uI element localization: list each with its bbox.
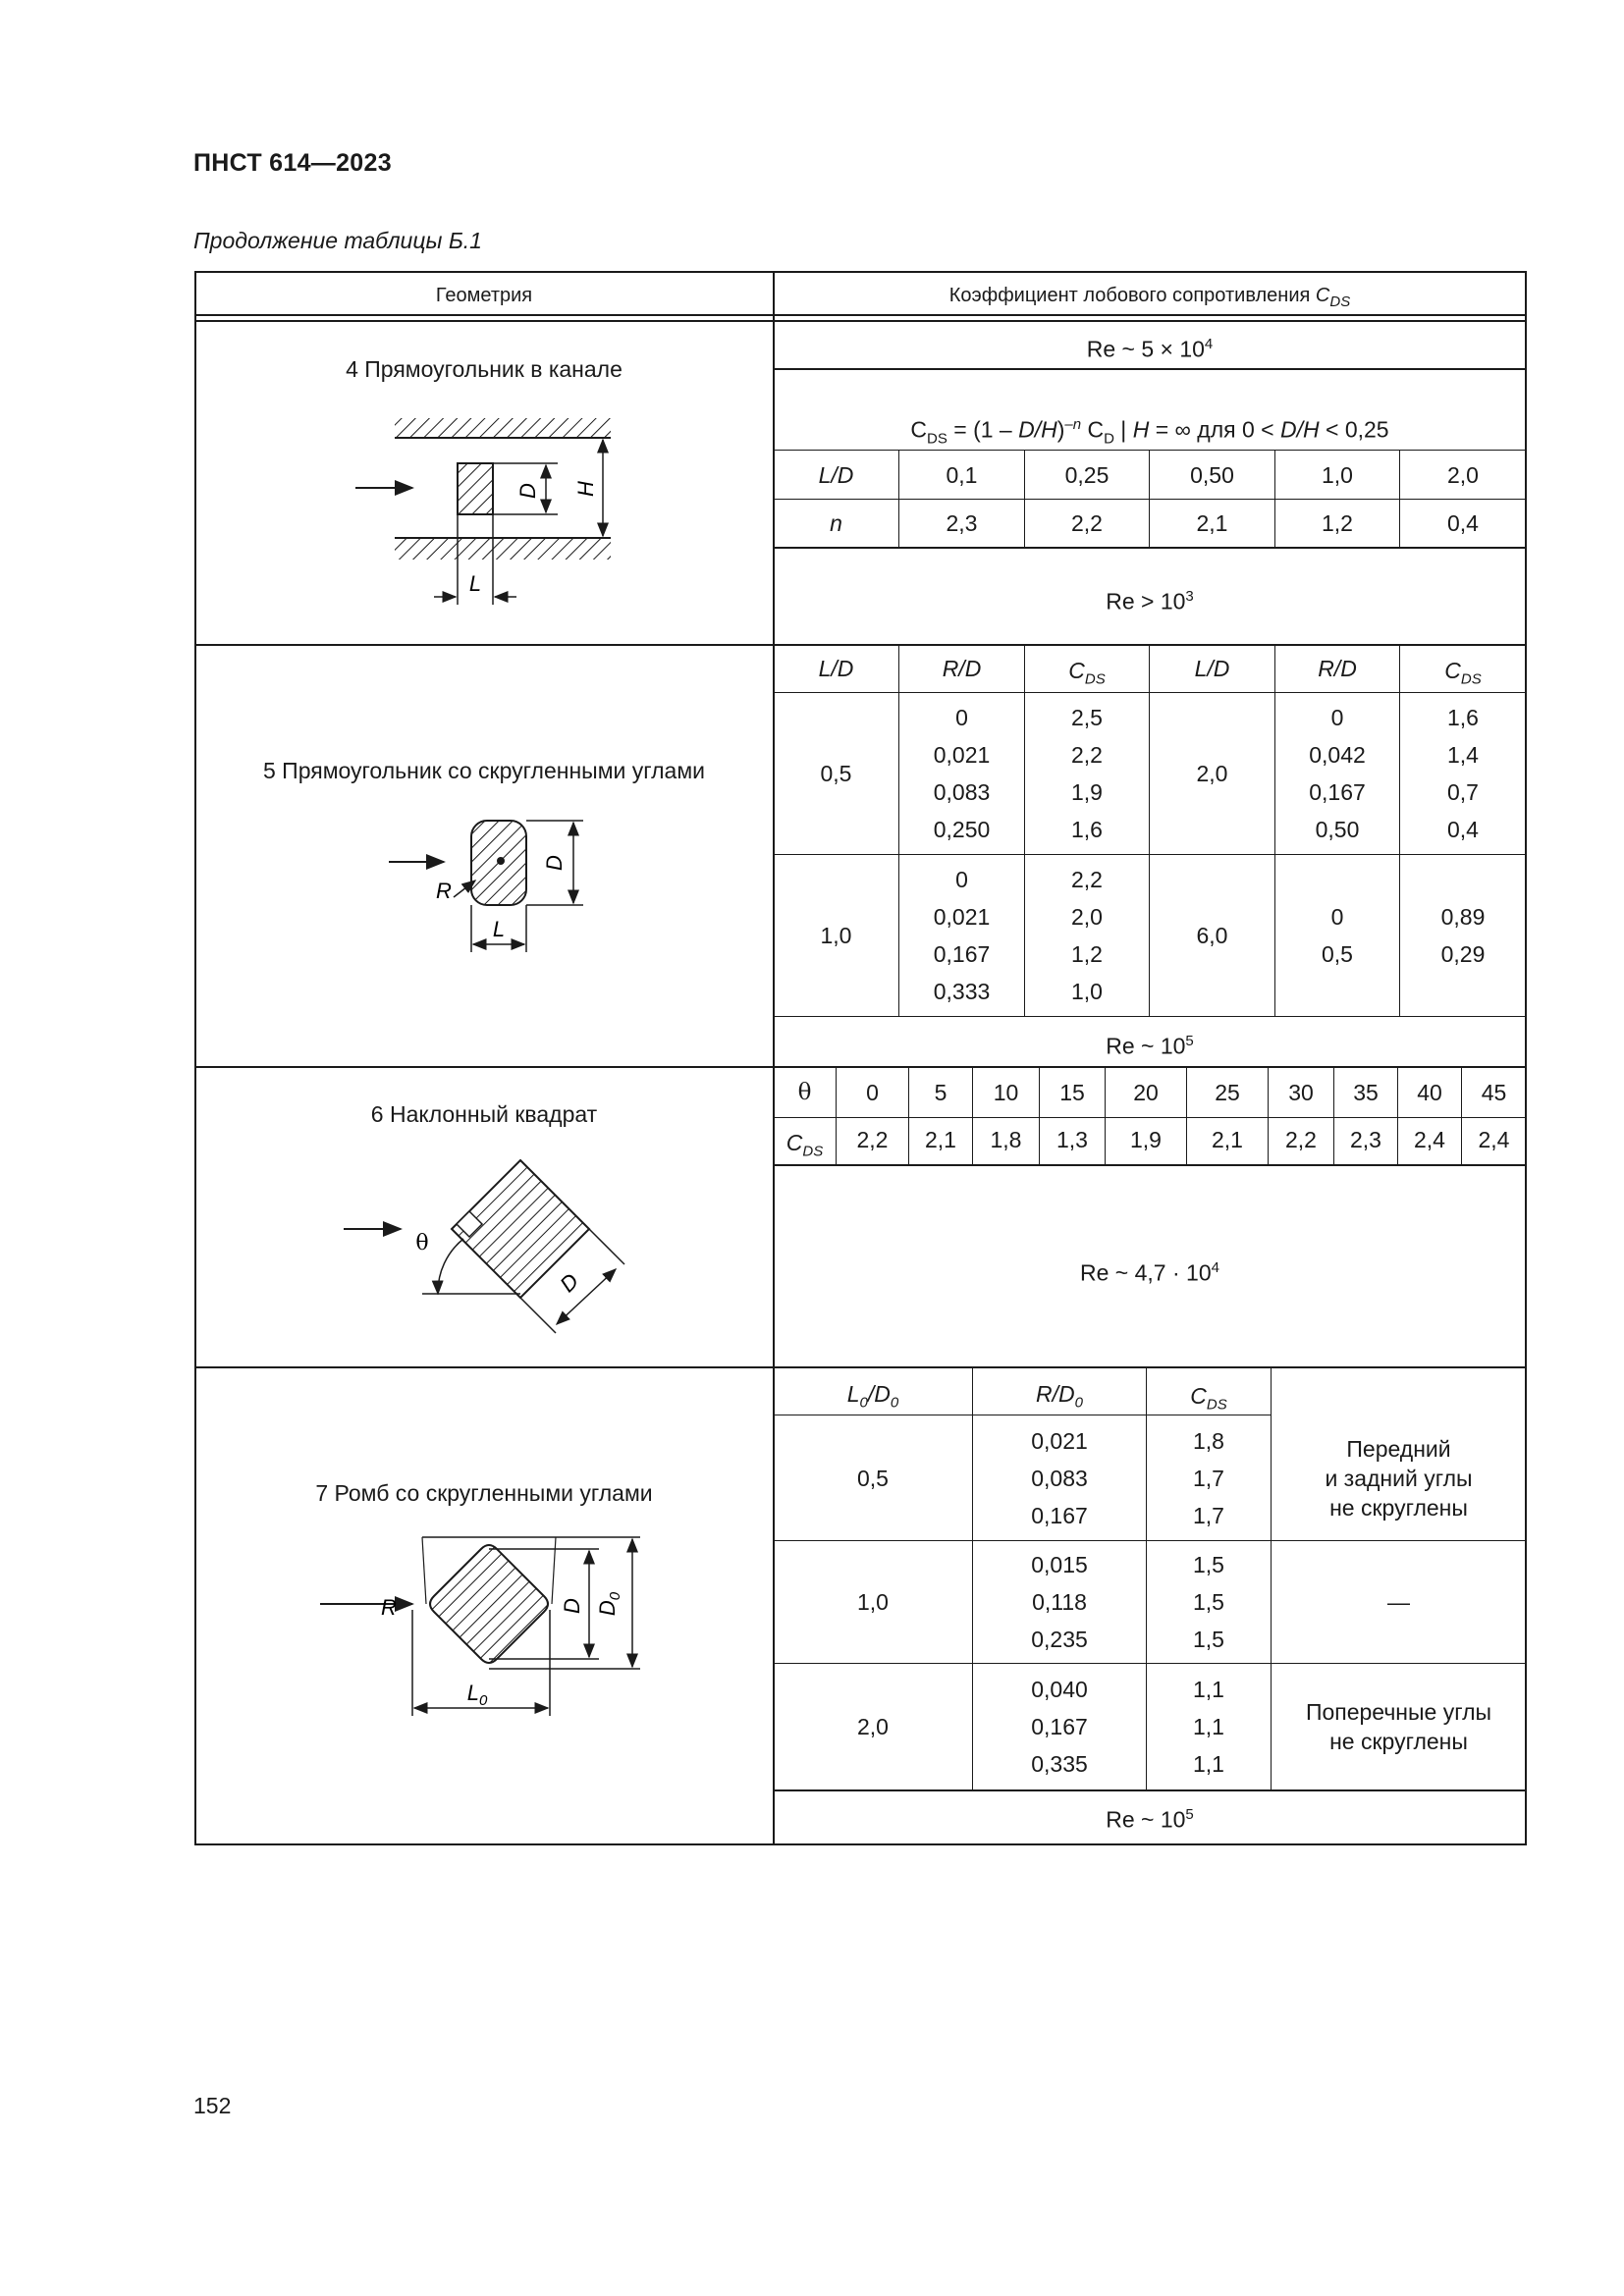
row6-cds-label: $C_{DS}$ bbox=[785, 1130, 824, 1160]
row4-ld-value: 0,25 bbox=[1064, 462, 1110, 488]
row4-n-value: 0,4 bbox=[1447, 510, 1479, 536]
row6-cds-value: 1,9 bbox=[1130, 1127, 1162, 1152]
row6-theta-label: θ bbox=[797, 1080, 812, 1105]
row5-block2-rd2: 0 0,5 bbox=[1322, 904, 1353, 967]
row5-fig-label-d: D bbox=[542, 855, 567, 871]
row5-header-cds: $C_{DS}$ bbox=[1068, 658, 1106, 688]
row5-block2-rd: 0 0,021 0,167 0,333 bbox=[933, 867, 991, 1004]
row6-title: 6 Наклонный квадрат bbox=[370, 1101, 598, 1127]
row7-header-ratio: $L_0/D_0$ bbox=[846, 1381, 899, 1412]
row6-cds-value: 1,3 bbox=[1056, 1127, 1088, 1152]
row5-header-rd: R/D bbox=[1318, 656, 1357, 681]
row6-cds-value: 2,2 bbox=[856, 1127, 889, 1152]
row4-n-label: n bbox=[830, 510, 842, 536]
row5-block1-cds: 2,5 2,2 1,9 1,6 bbox=[1071, 705, 1103, 842]
row6-theta-value: 40 bbox=[1417, 1080, 1442, 1105]
page-number: 152 bbox=[193, 2093, 232, 2118]
row4-formula: $C_{DS} = (1 - D/H)^{-n}$ $C_D$ | H = ∞ для 0 < D/H < 0,25 bbox=[910, 416, 1389, 448]
row7-fig-label-d0: $D_0$ bbox=[595, 1591, 623, 1617]
row6-cds-value: 2,3 bbox=[1350, 1127, 1381, 1152]
row5-block1-rd2: 0 0,042 0,167 0,50 bbox=[1309, 705, 1366, 842]
row6-cds-value: 1,8 bbox=[990, 1127, 1022, 1152]
row5-block1-rd: 0 0,021 0,083 0,250 bbox=[933, 705, 991, 842]
row4-ld-label: L/D bbox=[818, 462, 854, 488]
row7-block3-note: Поперечные углы не скруглены bbox=[1305, 1699, 1492, 1754]
row5-fig-label-l: L bbox=[492, 917, 506, 941]
row6-fig-label-theta: θ bbox=[415, 1231, 429, 1255]
row5-block1-ld: 0,5 bbox=[820, 761, 852, 786]
row4-ld-value: 0,1 bbox=[946, 462, 978, 488]
column-header-geometry: Геометрия bbox=[435, 285, 533, 306]
row6-theta-value: 20 bbox=[1133, 1080, 1159, 1105]
row7-block3-rd: 0,040 0,167 0,335 bbox=[1031, 1677, 1088, 1777]
row5-header-ld: L/D bbox=[1194, 656, 1230, 681]
row5-fig-label-r: R bbox=[436, 879, 452, 903]
row5-block1-ld2: 2,0 bbox=[1196, 761, 1228, 786]
row7-fig-label-d: D bbox=[560, 1598, 584, 1614]
row5-block2-ld2: 6,0 bbox=[1196, 923, 1228, 948]
row6-theta-value: 25 bbox=[1215, 1080, 1240, 1105]
row6-cds-value: 2,1 bbox=[925, 1127, 956, 1152]
row5-re: Re ~ $10^5$ bbox=[1106, 1033, 1194, 1059]
row6-theta-value: 5 bbox=[934, 1080, 947, 1105]
row4-n-value: 2,2 bbox=[1071, 510, 1103, 536]
document-header: ПНСТ 614—2023 bbox=[193, 149, 392, 177]
row7-fig-label-r: R bbox=[381, 1595, 397, 1620]
row7-header-cds: $C_{DS}$ bbox=[1190, 1383, 1227, 1414]
row7-block2-cds: 1,5 1,5 1,5 bbox=[1193, 1552, 1224, 1652]
row5-block2-cds: 2,2 2,0 1,2 1,0 bbox=[1071, 867, 1103, 1004]
row4-n-value: 2,1 bbox=[1196, 510, 1228, 536]
row6-cds-value: 2,2 bbox=[1285, 1127, 1317, 1152]
row6-theta-value: 15 bbox=[1059, 1080, 1085, 1105]
row4-ld-value: 1,0 bbox=[1322, 462, 1353, 488]
row6-theta-value: 45 bbox=[1481, 1080, 1507, 1105]
row7-block1-ratio: 0,5 bbox=[857, 1465, 889, 1491]
row6-theta-value: 10 bbox=[993, 1080, 1019, 1105]
row7-block1-cds: 1,8 1,7 1,7 bbox=[1193, 1427, 1224, 1528]
column-header-coefficient: Коэффициент лобового сопротивления $C_{DS}$ bbox=[948, 285, 1351, 310]
row6-cds-value: 2,1 bbox=[1212, 1127, 1243, 1152]
row4-fig-label-h: H bbox=[573, 481, 598, 497]
row7-block2-ratio: 1,0 bbox=[857, 1589, 889, 1615]
row5-block2-ld: 1,0 bbox=[820, 923, 852, 948]
row6-cds-value: 2,4 bbox=[1478, 1127, 1510, 1152]
row7-block3-cds: 1,1 1,1 1,1 bbox=[1193, 1677, 1224, 1777]
table-caption: Продолжение таблицы Б.1 bbox=[193, 228, 482, 253]
row7-block2-note: — bbox=[1387, 1589, 1410, 1615]
row5-block2-cds2: 0,89 0,29 bbox=[1440, 904, 1486, 967]
row6-fig-label-d: D bbox=[555, 1268, 584, 1298]
row7-block2-rd: 0,015 0,118 0,235 bbox=[1031, 1552, 1088, 1652]
row4-n-value: 2,3 bbox=[946, 510, 978, 536]
row4-re-bottom: $Re > 10^3$ bbox=[1106, 588, 1194, 614]
row6-theta-value: 0 bbox=[866, 1080, 879, 1105]
row7-title: 7 Ромб со скругленными углами bbox=[315, 1480, 653, 1506]
row4-fig-label-l: L bbox=[468, 571, 482, 596]
row7-fig-label-l0: $L_0$ bbox=[466, 1681, 488, 1709]
row5-header-rd: R/D bbox=[942, 656, 982, 681]
row4-n-value: 1,2 bbox=[1322, 510, 1353, 536]
row6-theta-value: 30 bbox=[1288, 1080, 1314, 1105]
row5-header-cds: $C_{DS}$ bbox=[1444, 658, 1482, 688]
row7-block1-note: Передний и задний углы не скруглены bbox=[1325, 1435, 1473, 1521]
row4-fig-label-d: D bbox=[515, 483, 540, 499]
row4-ld-value: 2,0 bbox=[1447, 462, 1479, 488]
row6-theta-value: 35 bbox=[1353, 1080, 1379, 1105]
row4-re-top: Re ~ $5 \times 10^4$ bbox=[1086, 336, 1214, 362]
row7-block1-rd: 0,021 0,083 0,167 bbox=[1031, 1427, 1088, 1528]
row7-re: Re ~ $10^5$ bbox=[1106, 1806, 1194, 1833]
row7-header-rd: $R/D_0$ bbox=[1036, 1381, 1083, 1412]
row6-cds-value: 2,4 bbox=[1414, 1127, 1445, 1152]
row5-title: 5 Прямоугольник со скругленными углами bbox=[263, 758, 705, 783]
row5-header-ld: L/D bbox=[818, 656, 854, 681]
row7-block3-ratio: 2,0 bbox=[857, 1714, 889, 1739]
row6-re: Re ~ $4,7 \cdot 10^4$ bbox=[1080, 1259, 1219, 1286]
row4-title: 4 Прямоугольник в канале bbox=[346, 356, 623, 382]
row5-block1-cds2: 1,6 1,4 0,7 0,4 bbox=[1447, 705, 1479, 842]
row4-ld-value: 0,50 bbox=[1190, 462, 1234, 488]
